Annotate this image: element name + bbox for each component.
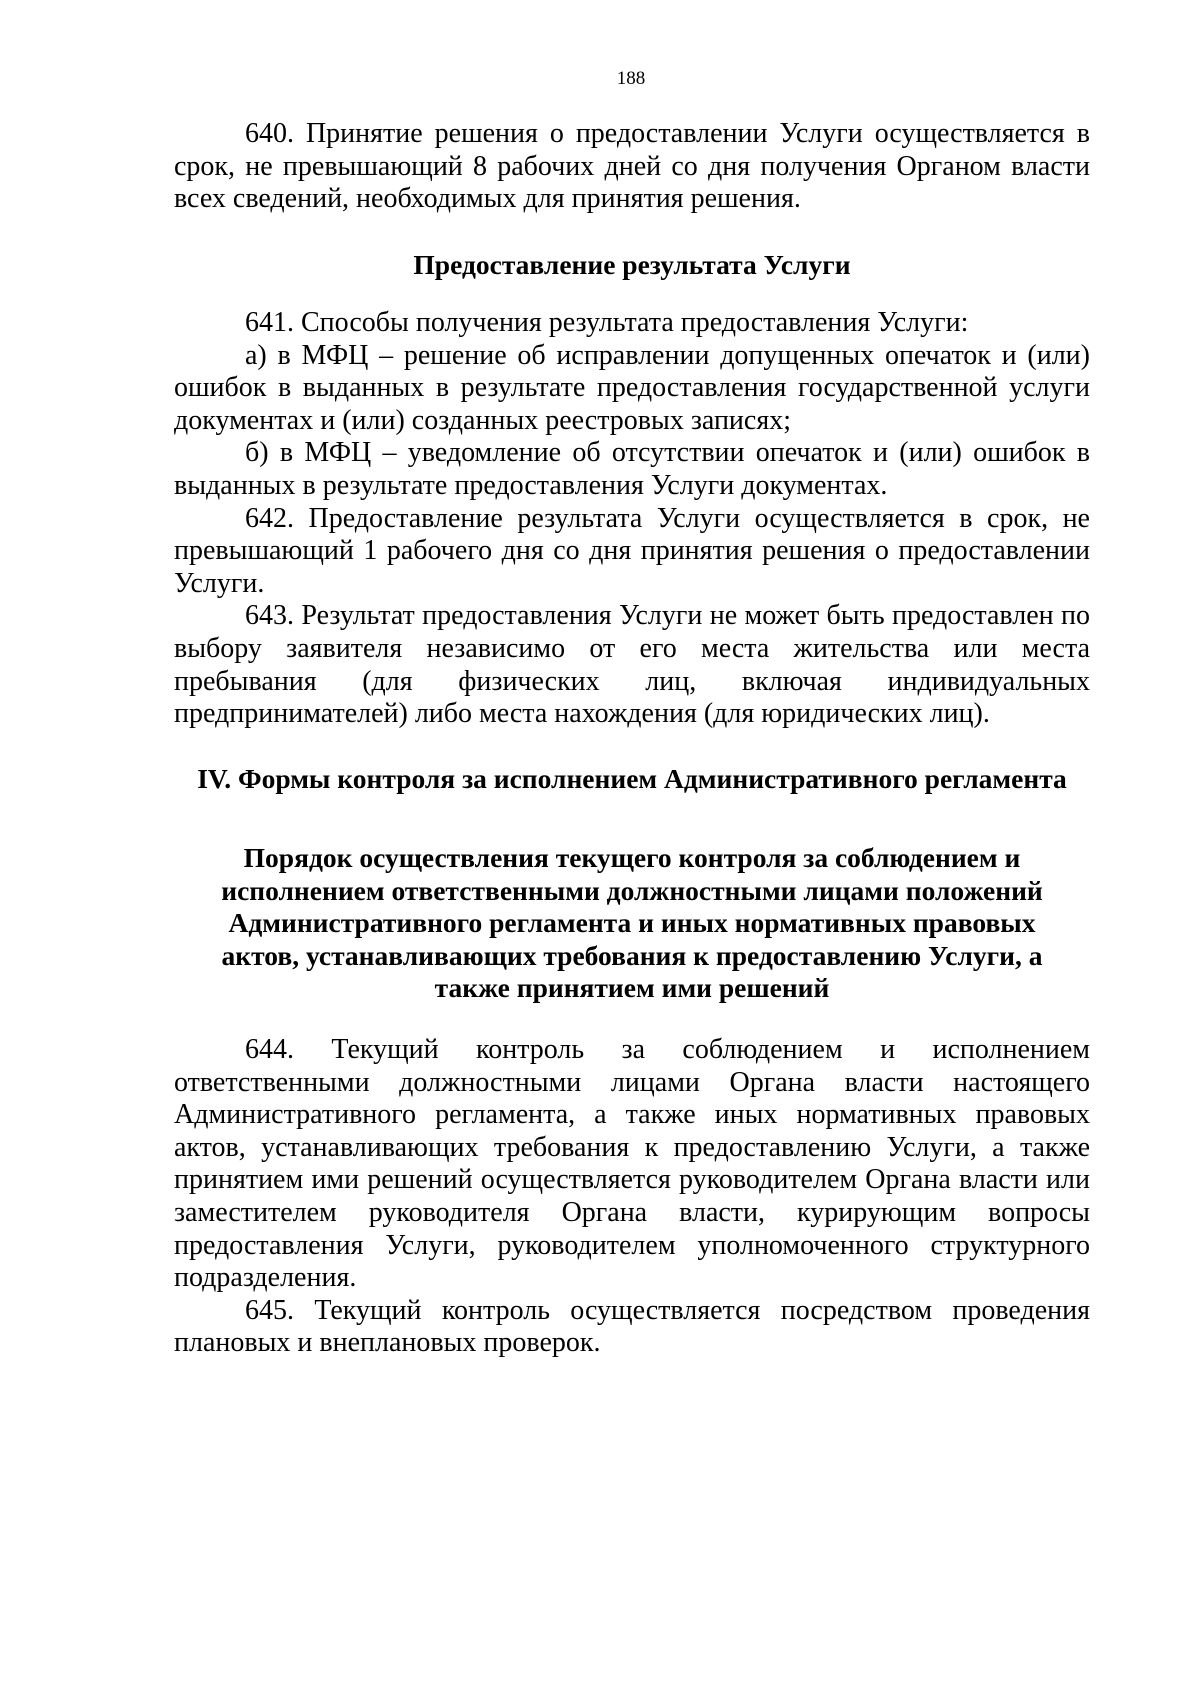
paragraph-641: 641. Способы получения результата предоставления Услуги: bbox=[245, 307, 969, 338]
block-paragraphs-644-645 bbox=[174, 1034, 1090, 1360]
heading-control-line: Порядок осуществления текущего контроля за соблюдением и bbox=[243, 842, 1021, 873]
paragraph-644: 644. Текущий контроль за соблюдением и исполнением ответственными должностными лицами Органа власти настоящего Административного регламента, а также иных нормативных правовых актов, устанавливающих требования к предоставлению Услуги, а также принятием ими решений осуществляется руководителем Органа власти или заместителем руководителя Органа власти, курирующим вопросы предоставления Услуги, руководителем уполномоченного структурного подразделения. bbox=[174, 1034, 1090, 1294]
heading-control-line: Административного регламента и иных нормативных правовых bbox=[228, 907, 1036, 939]
heading-control-line: также принятием ими решений bbox=[434, 972, 830, 1004]
page-number: 188 bbox=[616, 68, 646, 89]
paragraph-642: 642. Предоставление результата Услуги осуществляется в срок, не превышающий 1 рабочего дня со дня принятия решения о предоставлении Услуги. bbox=[174, 502, 1090, 599]
heading-control bbox=[174, 842, 1090, 1005]
heading-control-line: актов, устанавливающих требования к предоставлению Услуги, а bbox=[221, 939, 1043, 971]
paragraph-641a: а) в МФЦ – решение об исправлении допущенных опечаток и (или) ошибок в выданных в результате предоставления государственной услуги документах и (или) созданных реестровых записях; bbox=[174, 339, 1090, 436]
block-heading-result bbox=[174, 249, 1090, 282]
block-paragraph-640 bbox=[174, 118, 1090, 216]
section-iv-heading: IV. Формы контроля за исполнением Административного регламента bbox=[197, 763, 1067, 794]
paragraph-641b: б) в МФЦ – уведомление об отсутствии опечаток и (или) ошибок в выданных в результате предоставления Услуги документах. bbox=[174, 437, 1090, 501]
paragraph-645: 645. Текущий контроль осуществляется посредством проведения плановых и внеплановых проверок. bbox=[174, 1294, 1090, 1359]
heading-result: Предоставление результата Услуги bbox=[413, 249, 851, 280]
paragraph-643: 643. Результат предоставления Услуги не может быть предоставлен по выбору заявителя независимо от его места жительства или места пребывания (для физических лиц, включая индивидуальных предпринимателей) либо места нахождения (для юридических лиц). bbox=[174, 600, 1090, 730]
block-paragraphs-641-643 bbox=[174, 307, 1090, 731]
paragraph-640: 640. Принятие решения о предоставлении Услуги осуществляется в срок, не превышающий 8 рабочих дней со дня получения Органом власти всех сведений, необходимых для принятия решения. bbox=[174, 118, 1090, 215]
heading-control-line: исполнением ответственными должностными лицами положений bbox=[221, 874, 1043, 906]
